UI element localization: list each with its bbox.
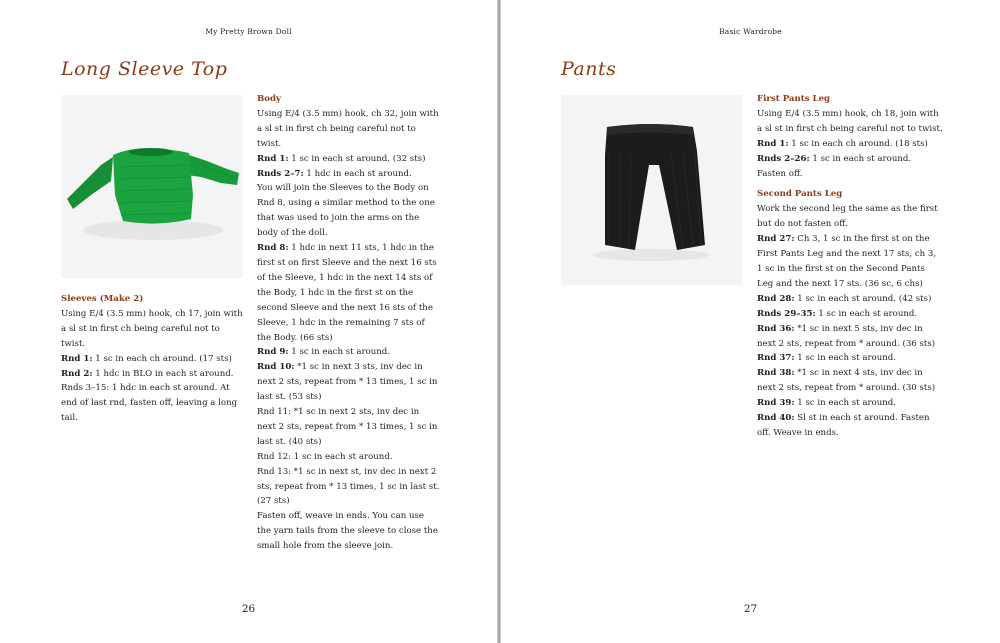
instruction-line: Using E/4 (3.5 mm) hook, ch 17, join with a sl st in first ch being careful not to twist.: [61, 308, 243, 349]
instruction-line: Using E/4 (3.5 mm) hook, ch 32, join with a sl st in first ch being careful not to twist.: [257, 108, 439, 149]
running-head-right: Basic Wardrobe: [719, 27, 782, 36]
instruction-line: Rnds 29–35: 1 sc in each st around.: [757, 308, 918, 319]
body-column: [257, 92, 440, 554]
green-sweater-image: [61, 95, 243, 278]
instruction-line: Rnd 1: 1 sc in each ch around. (17 sts): [61, 353, 232, 364]
instruction-line: Rnd 40: Sl st in each st around. Fasten off. Weave in ends.: [757, 413, 930, 438]
page-number-left: 26: [241, 603, 256, 615]
instruction-line: Rnd 11: *1 sc in next 2 sts, inv dec in next 2 sts, repeat from * 13 times, 1 sc in last st. (40 sts): [257, 407, 438, 447]
instruction-line: Rnd 28: 1 sc in each st around. (42 sts): [757, 293, 932, 304]
black-pants-illustration: [561, 95, 742, 285]
instruction-line: Work the second leg the same as the first but do not fasten off.: [757, 204, 938, 230]
instruction-line: Rnd 8: 1 hdc in next 11 sts, 1 hdc in the first st on first Sleeve and the next 16 sts of the Sleeve, 1 hdc in the next 14 sts of the Body, 1 hdc in the first st on the second Sleeve and the next 16 sts of the Sleeve, 1 hdc in the remaining 7 sts of the Body. (66 sts): [257, 243, 437, 343]
instruction-line: Rnd 39: 1 sc in each st around.: [757, 398, 897, 409]
left-page: [0, 0, 497, 643]
instruction-line: Rnd 37: 1 sc in each st around.: [757, 353, 897, 364]
instruction-line: Rnd 2: 1 hdc in BLO in each st around.: [61, 368, 234, 379]
second-leg-heading: Second Pants Leg: [757, 189, 843, 200]
green-sweater-illustration: [61, 95, 243, 278]
page-title-pants: Pants: [561, 58, 617, 80]
instruction-line: Rnd 13: *1 sc in next st, inv dec in next 2 sts, repeat from * 13 times, 1 sc in last st. (27 sts): [257, 466, 440, 507]
sleeves-heading: Sleeves (Make 2): [61, 294, 144, 304]
instruction-line: Rnds 2–26: 1 sc in each st around.: [757, 153, 912, 164]
first-leg-heading: First Pants Leg: [757, 94, 831, 104]
right-page: [501, 0, 1000, 643]
instruction-line: Rnd 1: 1 sc in each ch around. (18 sts): [757, 138, 928, 149]
instruction-line: Rnd 12: 1 sc in each st around.: [257, 451, 393, 462]
running-head-left: My Pretty Brown Doll: [205, 27, 292, 36]
black-pants-image: [561, 95, 742, 285]
instruction-line: Using E/4 (3.5 mm) hook, ch 18, join with a sl st in first ch being careful not to twist.: [757, 108, 943, 134]
instruction-line: Rnd 9: 1 sc in each st around.: [257, 347, 391, 358]
pants-column: [757, 92, 943, 441]
page-title-long-sleeve-top: Long Sleeve Top: [61, 58, 228, 80]
instruction-line: Rnds 2–7: 1 hdc in each st around.: [257, 168, 412, 179]
sleeves-column: [61, 292, 246, 426]
instruction-line: Rnds 3–15: 1 hdc in each st around. At end of last rnd, fasten off, leaving a long tail.: [61, 383, 238, 424]
page-number-right: 27: [743, 603, 758, 615]
instruction-line: Rnd 36: *1 sc in next 5 sts, inv dec in next 2 sts, repeat from * around. (36 sts): [757, 323, 936, 349]
instruction-line: Fasten off, weave in ends. You can use the yarn tails from the sleeve to close the small hole from the sleeve join.: [257, 511, 438, 552]
instruction-line: Rnd 27: Ch 3, 1 sc in the first st on the First Pants Leg and the next 17 sts, ch 3, 1 sc in the first st on the Second Pants Leg and the next 17 sts. (36 sc, 6 chs): [757, 234, 937, 289]
instruction-line: Rnd 1: 1 sc in each st around. (32 sts): [257, 153, 426, 164]
instruction-line: Rnd 38: *1 sc in next 4 sts, inv dec in next 2 sts, repeat from * around. (30 sts): [757, 368, 936, 394]
instruction-line: You will join the Sleeves to the Body on Rnd 8, using a similar method to the one that was used to join the arms on the body of the doll.: [257, 183, 435, 239]
body-heading: Body: [257, 94, 281, 104]
instruction-line: Fasten off.: [757, 168, 803, 179]
instruction-line: Rnd 10: *1 sc in next 3 sts, inv dec in next 2 sts, repeat from * 13 times, 1 sc in last st. (53 sts): [257, 362, 438, 403]
